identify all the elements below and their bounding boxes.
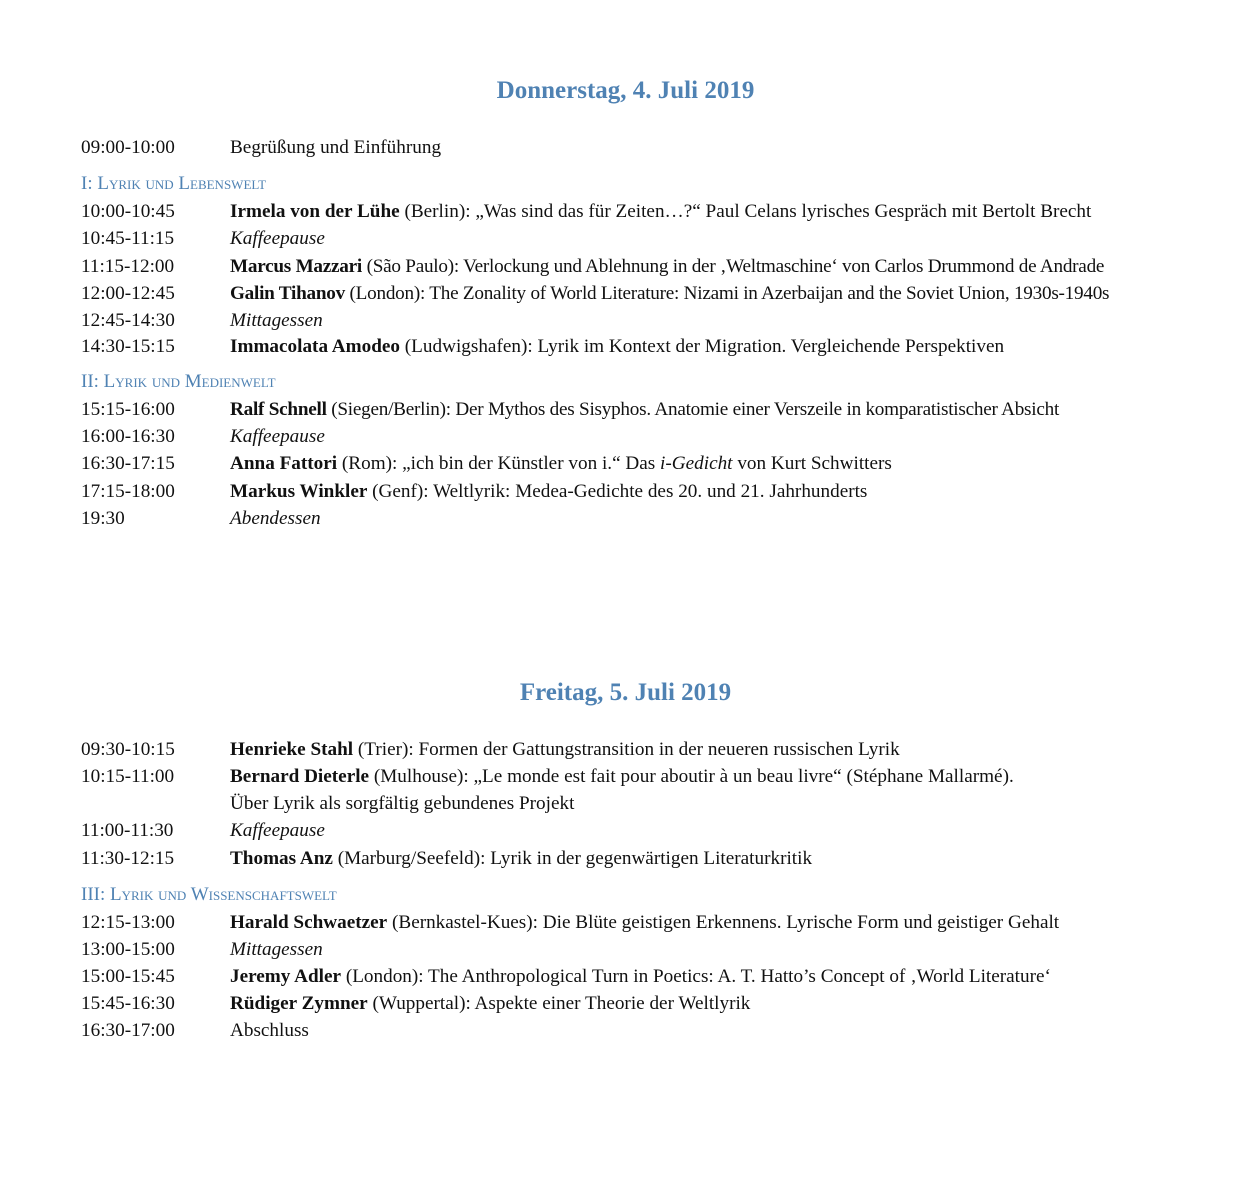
time-slot: 16:30-17:00 <box>81 1020 175 1041</box>
entry-text: Über Lyrik als sorgfältig gebundenes Projekt <box>230 793 575 814</box>
entry-description <box>230 963 1051 990</box>
time-slot: 19:30 <box>81 508 125 529</box>
entry-text: (Berlin): „Was sind das für Zeiten…?“ Paul Celans lyrisches Gespräch mit Bertolt Brecht <box>399 201 1092 222</box>
time-slot: 11:00-11:30 <box>81 820 174 841</box>
speaker-name: Rüdiger Zymner <box>230 993 368 1014</box>
entry-description <box>230 1017 309 1044</box>
time-slot: 12:45-14:30 <box>81 310 175 331</box>
section-heading: I: Lyrik und Lebenswelt <box>81 173 267 194</box>
time-slot: 15:15-16:00 <box>81 399 175 420</box>
entry-description <box>230 134 441 161</box>
time-slot: 12:00-12:45 <box>81 283 175 304</box>
break-label: Mittagessen <box>230 939 323 960</box>
break-label: Kaffeepause <box>230 820 325 841</box>
time-slot: 11:30-12:15 <box>81 848 175 869</box>
entry-description <box>230 253 1104 280</box>
break-label: Kaffeepause <box>230 426 325 447</box>
time-slot: 15:00-15:45 <box>81 966 175 987</box>
entry-description <box>230 990 750 1017</box>
time-slot: 09:00-10:00 <box>81 137 175 158</box>
day-1-title: Donnerstag, 4. Juli 2019 <box>496 77 755 104</box>
entry-description <box>230 817 325 844</box>
work-title: i-Gedicht <box>660 453 733 474</box>
entry-text: (Marburg/Seefeld): Lyrik in der gegenwärtigen Literaturkritik <box>332 848 813 869</box>
speaker-name: Galin Tihanov <box>230 283 345 304</box>
time-slot: 17:15-18:00 <box>81 481 175 502</box>
entry-text: (Trier): Formen der Gattungstransition in der neueren russischen Lyrik <box>353 739 900 760</box>
day-2-title: Freitag, 5. Juli 2019 <box>519 679 732 706</box>
break-label: Mittagessen <box>230 310 323 331</box>
entry-description <box>230 450 892 477</box>
time-slot: 10:45-11:15 <box>81 228 175 249</box>
time-slot: 16:30-17:15 <box>81 453 175 474</box>
entry-description <box>230 763 1014 790</box>
time-slot: 12:15-13:00 <box>81 912 175 933</box>
section-heading: II: Lyrik und Medienwelt <box>81 371 276 392</box>
entry-text-suffix: von Kurt Schwitters <box>732 453 892 474</box>
entry-description <box>230 845 812 872</box>
speaker-name: Thomas Anz <box>230 848 333 869</box>
speaker-name: Immacolata Amodeo <box>230 336 400 357</box>
time-slot: 16:00-16:30 <box>81 426 175 447</box>
speaker-name: Henrieke Stahl <box>230 739 354 760</box>
entry-text: (São Paulo): Verlockung und Ablehnung in der ‚Weltmaschine‘ von Carlos Drummond de Andrade <box>362 256 1105 277</box>
speaker-name: Marcus Mazzari <box>230 256 363 277</box>
entry-text: (Ludwigshafen): Lyrik im Kontext der Migration. Vergleichende Perspektiven <box>400 336 1005 357</box>
entry-description <box>230 423 325 450</box>
entry-text: (London): The Zonality of World Literature: Nizami in Azerbaijan and the Soviet Union, 1930s-1940s <box>344 283 1110 304</box>
speaker-name: Markus Winkler <box>230 481 368 502</box>
entry-description <box>230 225 325 252</box>
time-slot: 13:00-15:00 <box>81 939 175 960</box>
entry-text: (Mulhouse): „Le monde est fait pour aboutir à un beau livre“ (Stéphane Mallarmé). <box>369 766 1014 787</box>
entry-text: Abschluss <box>230 1020 309 1041</box>
time-slot: 15:45-16:30 <box>81 993 175 1014</box>
time-slot: 09:30-10:15 <box>81 739 175 760</box>
entry-description <box>230 790 574 817</box>
entry-description <box>230 396 1059 423</box>
time-slot: 10:00-10:45 <box>81 201 175 222</box>
entry-description <box>230 505 321 532</box>
speaker-name: Ralf Schnell <box>230 399 327 420</box>
section-heading: III: Lyrik und Wissenschaftswelt <box>81 884 337 905</box>
time-slot: 11:15-12:00 <box>81 256 175 277</box>
time-slot: 14:30-15:15 <box>81 336 175 357</box>
entry-text: (Wuppertal): Aspekte einer Theorie der Weltlyrik <box>367 993 751 1014</box>
break-label: Abendessen <box>230 508 321 529</box>
speaker-name: Bernard Dieterle <box>230 766 370 787</box>
break-label: Kaffeepause <box>230 228 325 249</box>
entry-text: (London): The Anthropological Turn in Poetics: A. T. Hatto’s Concept of ‚World Literature‘ <box>341 966 1051 987</box>
entry-text: Begrüßung und Einführung <box>230 137 442 158</box>
time-slot: 10:15-11:00 <box>81 766 175 787</box>
entry-description <box>230 909 1059 936</box>
entry-description <box>230 333 1004 360</box>
entry-text: (Siegen/Berlin): Der Mythos des Sisyphos. Anatomie einer Verszeile in komparatistischer Absicht <box>326 399 1060 420</box>
entry-text: (Genf): Weltlyrik: Medea-Gedichte des 20. und 21. Jahrhunderts <box>367 481 868 502</box>
speaker-name: Harald Schwaetzer <box>230 912 388 933</box>
entry-text: (Rom): „ich bin der Künstler von i.“ Das <box>337 453 661 474</box>
speaker-name: Jeremy Adler <box>230 966 342 987</box>
entry-text: (Bernkastel-Kues): Die Blüte geistigen Erkennens. Lyrische Form und geistiger Gehalt <box>387 912 1060 933</box>
entry-description <box>230 280 1109 307</box>
speaker-name: Irmela von der Lühe <box>230 201 400 222</box>
entry-description <box>230 736 900 763</box>
speaker-name: Anna Fattori <box>230 453 338 474</box>
entry-description <box>230 307 323 334</box>
entry-description <box>230 198 1091 225</box>
entry-description <box>230 478 867 505</box>
entry-description <box>230 936 323 963</box>
